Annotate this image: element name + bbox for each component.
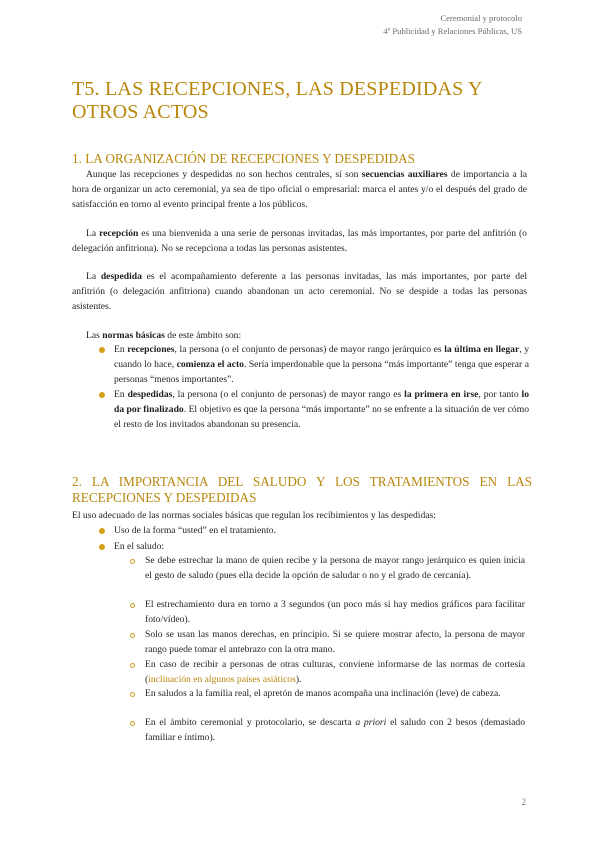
header-course: Ceremonial y protocolo: [440, 13, 522, 23]
paragraph-despedida: La despedida es el acompañamiento deferente a las personas invitadas, las más importantes, por parte del anfitrión (o delegación anfitriona) cuando abandonan un acto ceremonial. No se despide a todas las personas asistentes.: [72, 271, 527, 312]
sub-bullet-icon: [130, 559, 135, 564]
paragraph-normas: Las normas básicas de este ámbito son:: [86, 330, 242, 341]
list-item-saludo: En el saludo:: [114, 541, 165, 552]
sub-item-familia-real: En saludos a la familia real, el apretón de manos acompaña una inclinación (leve) de cabeza.: [145, 688, 501, 699]
sub-bullet-icon: [130, 633, 135, 638]
header-degree: 4º Publicidad y Relaciones Públicas, US: [383, 26, 522, 36]
section-1-heading: 1. LA ORGANIZACIÓN DE RECEPCIONES Y DESPEDIDAS: [72, 151, 416, 166]
sub-bullet-icon: [130, 603, 135, 608]
running-header: [383, 12, 522, 38]
sub-item-culturas: En caso de recibir a personas de otras culturas, conviene informarse de las normas de cortesía (inclinación en algunos países asiáticos).: [145, 659, 525, 685]
list-item-recepciones: En recepciones, la persona (o el conjunto de personas) de mayor rango jerárquico es la última en llegar, y cuando lo hace, comienza el acto. Sería imperdonable que la persona “más importante” tenga que esperar a personas “menos importantes”.: [114, 344, 530, 385]
sub-item-manos: Solo se usan las manos derechas, en principio. Si se quiere mostrar afecto, la persona de mayor rango puede tomar el antebrazo con la otra mano.: [145, 629, 525, 655]
sub-item-duracion: El estrechamiento dura en torno a 3 segundos (un poco más si hay medios gráficos para facilitar foto/vídeo).: [145, 599, 525, 625]
list-item-usted: Uso de la forma “usted” en el tratamiento.: [114, 525, 276, 536]
sub-bullet-icon: [130, 663, 135, 668]
paragraph-recepcion: La recepción es una bienvenida a una serie de personas invitadas, las más importantes, por parte del anfitrión (o delegación anfitriona). No se recepciona a todas las personas asistentes.: [72, 228, 527, 254]
paragraph-uso: El uso adecuado de las normas sociales básicas que regulan los recibimientos y las despedidas:: [72, 510, 436, 521]
list-item-despedidas: En despedidas, la persona (o el conjunto de personas) de mayor rango es la primera en irse, por tanto lo da por finalizado. El objetivo es que la persona “más importante” no se enfrente a la situación de ver cómo el resto de los invitados abandonan su presencia.: [114, 389, 529, 430]
page-number: 2: [521, 797, 526, 807]
paragraph-intro: Aunque las recepciones y despedidas no son hechos centrales, sí son secuencias auxiliares de importancia a la hora de organizar un acto ceremonial, ya sea de tipo oficial o empresarial: marca el antes y/o el después del grado de satisfacción en torno al evento principal frente a los públicos.: [72, 169, 527, 210]
sub-bullet-icon: [130, 692, 135, 697]
sub-item-besos: En el ámbito ceremonial y protocolario, se descarta a priori el saludo con 2 besos (demasiado familiar e íntimo).: [145, 717, 525, 743]
sub-item-estrechar: Se debe estrechar la mano de quien recibe y la persona de mayor rango jerárquico es quien inicia el gesto de saludo (pues ella decide la opción de saludar o no y el grado de cercanía).: [145, 555, 525, 581]
bullet-icon: [99, 528, 105, 534]
section-2-heading: 2. LA IMPORTANCIA DEL SALUDO Y LOS TRATAMIENTOS EN LAS RECEPCIONES Y DESPEDIDAS: [72, 474, 532, 505]
bullet-icon: [99, 544, 105, 550]
page-title: T5. LAS RECEPCIONES, LAS DESPEDIDAS Y OTROS ACTOS: [72, 78, 482, 123]
bullet-icon: [99, 347, 105, 353]
bullet-icon: [99, 392, 105, 398]
sub-bullet-icon: [130, 721, 135, 726]
